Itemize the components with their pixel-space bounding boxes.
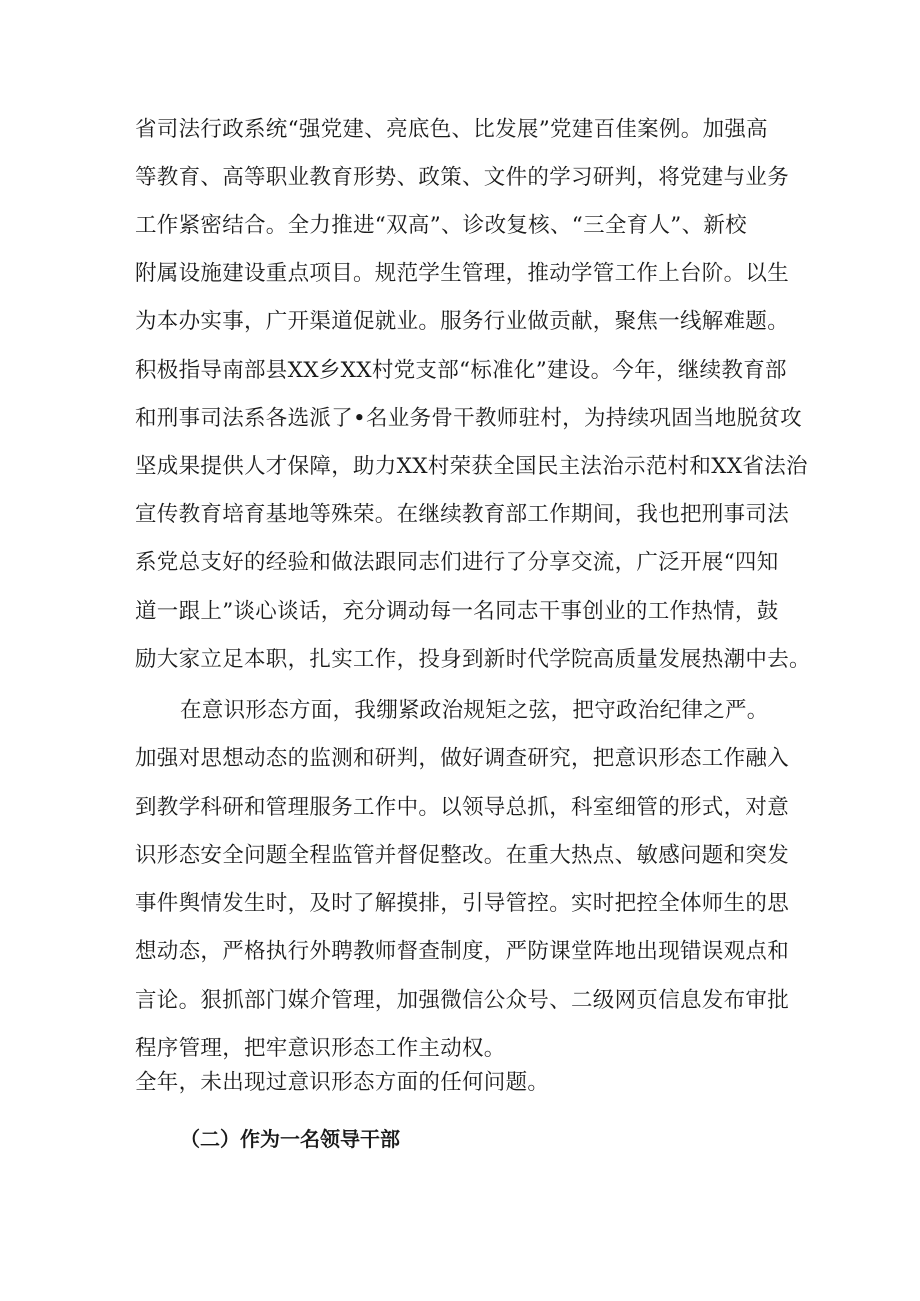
text-line: 励大家立足本职，扎实工作，投身到新时代学院高质量发展热潮中去。 bbox=[135, 647, 811, 672]
text-line: 全年，未出现过意识形态方面的任何问题。 bbox=[135, 1070, 550, 1095]
text-line: 宣传教育培育基地等殊荣。在继续教育部工作期间，我也把刑事司法 bbox=[135, 502, 790, 527]
text-line: 系党总支好的经验和做法跟同志们进行了分享交流，广泛开展“四知 bbox=[135, 550, 779, 575]
text-line: 道一跟上”谈心谈话，充分调动每一名同志干事创业的工作热情，鼓 bbox=[135, 599, 779, 624]
text-line: 在意识形态方面，我绷紧政治规矩之弦，把守政治纪律之严。 bbox=[180, 698, 769, 723]
text-line: 识形态安全问题全程监管并督促整改。在重大热点、敏感问题和突发 bbox=[135, 843, 790, 868]
text-line: 加强对思想动态的监测和研判，做好调查研究，把意识形态工作融入 bbox=[135, 746, 790, 771]
section-heading: （二）作为一名领导干部 bbox=[180, 1127, 400, 1151]
text-line: 事件舆情发生时，及时了解摸排，引导管控。实时把控全体师生的思 bbox=[135, 891, 790, 916]
text-line: 附属设施建设重点项目。规范学生管理，推动学管工作上台阶。以生 bbox=[135, 261, 790, 286]
text-line: 工作紧密结合。全力推进“双高”、诊改复核、“三全育人”、新校 bbox=[135, 213, 747, 238]
text-line: 为本办实事，广开渠道促就业。服务行业做贡献，聚焦一线解难题。 bbox=[135, 309, 790, 334]
text-line: 等教育、高等职业教育形势、政策、文件的学习研判，将党建与业务 bbox=[135, 165, 790, 190]
text-line: 程序管理，把牢意识形态工作主动权。 bbox=[135, 1036, 506, 1061]
text-line: 坚成果提供人才保障，助力XX村荣获全国民主法治示范村和XX省法治 bbox=[135, 454, 808, 479]
text-line: 到教学科研和管理服务工作中。以领导总抓，科室细管的形式，对意 bbox=[135, 795, 790, 820]
text-line: 积极指导南部县XX乡XX村党支部“标准化”建设。今年，继续教育部 bbox=[135, 358, 787, 383]
text-line: 省司法行政系统“强党建、亮底色、比发展”党建百佳案例。加强高 bbox=[135, 117, 768, 142]
text-line: 想动态，严格执行外聘教师督查制度，严防课堂阵地出现错误观点和 bbox=[135, 939, 790, 964]
text-line: 和刑事司法系各选派了•名业务骨干教师驻村，为持续巩固当地脱贫攻 bbox=[135, 406, 802, 431]
text-line: 言论。狠抓部门媒介管理，加强微信公众号、二级网页信息发布审批 bbox=[135, 988, 790, 1013]
